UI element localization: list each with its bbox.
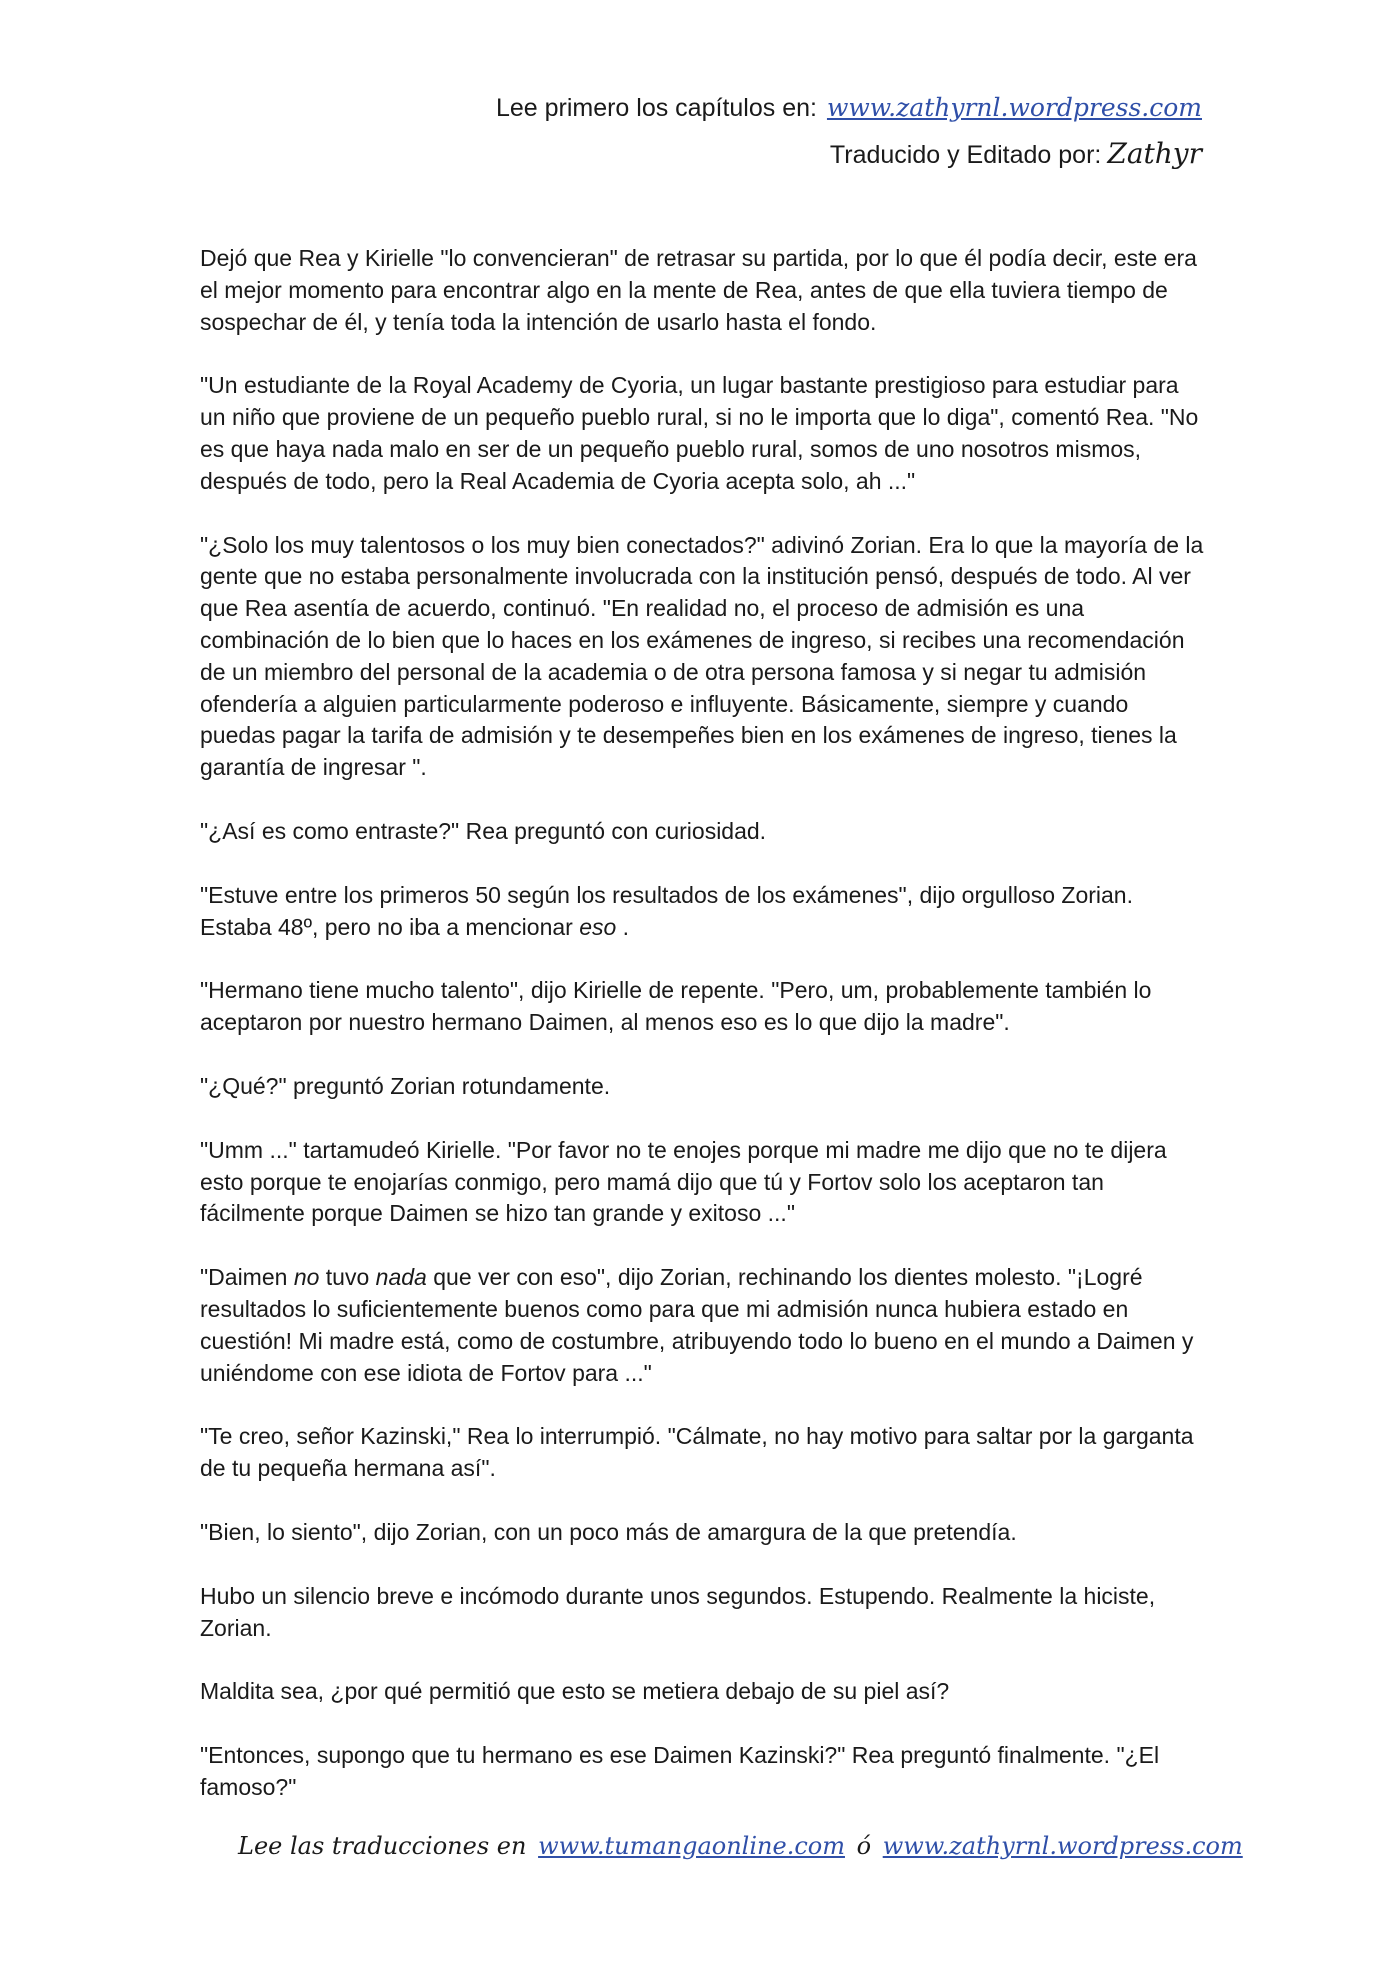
footer-link-tumangaonline[interactable]: www.tumangaonline.com <box>538 1832 845 1860</box>
paragraph-text: "Bien, lo siento", dijo Zorian, con un poco más de amargura de la que pretendía. <box>200 1518 1017 1545</box>
paragraph-text: "Te creo, señor Kazinski," Rea lo interrumpió. "Cálmate, no hay motivo para saltar por la garganta de tu pequeña hermana así". <box>200 1423 1194 1482</box>
paragraph-text: "Un estudiante de la Royal Academy de Cyoria, un lugar bastante prestigioso para estudiar para un niño que proviene de un pequeño pueblo rural, si no le importa que lo diga", comentó Rea. "No es que haya nada malo en ser de un pequeño pueblo rural, somos de uno nosotros mismos, después de todo, pero la Real Academia de Cyoria acepta solo, ah ..." <box>200 372 1199 494</box>
read-first-label: Lee primero los capítulos en: <box>495 94 817 122</box>
paragraph-text: Dejó que Rea y Kirielle "lo convencieran" de retrasar su partida, por lo que él podía decir, este era el mejor momento para encontrar algo en la mente de Rea, antes de que ella tuviera tiempo de sospechar de él, y tenía toda la intención de usarlo hasta el fondo. <box>200 245 1197 335</box>
paragraph-text: tuvo <box>319 1264 376 1291</box>
paragraph-text: "¿Qué?" preguntó Zorian rotundamente. <box>200 1072 611 1099</box>
paragraph <box>200 816 1205 848</box>
paragraph <box>200 1581 1205 1645</box>
paragraph <box>200 975 1205 1039</box>
read-first-line <box>496 88 1202 128</box>
credit-line <box>496 134 1202 175</box>
paragraph-text: "Hermano tiene mucho talento", dijo Kirielle de repente. "Pero, um, probablemente también lo aceptaron por nuestro hermano Daimen, al menos eso es lo que dijo la madre". <box>200 977 1152 1036</box>
paragraph <box>200 243 1205 338</box>
paragraph <box>200 370 1205 497</box>
page-header <box>496 88 1202 175</box>
read-first-link[interactable]: www.zathyrnl.wordpress.com <box>826 93 1202 122</box>
footer-link-zathyrnl[interactable]: www.zathyrnl.wordpress.com <box>882 1832 1243 1860</box>
paragraph-text: "¿Así es como entraste?" Rea preguntó con curiosidad. <box>200 817 767 844</box>
paragraph <box>200 1262 1205 1389</box>
emphasis-text: no <box>293 1264 320 1291</box>
paragraph-text: "Entonces, supongo que tu hermano es ese Daimen Kazinski?" Rea preguntó finalmente. "¿El famoso?" <box>200 1742 1160 1800</box>
paragraph-text: . <box>616 913 630 940</box>
translator-name: Zathyr <box>1107 137 1202 170</box>
credit-label: Traducido y Editado por: <box>829 141 1102 169</box>
paragraph-text: Maldita sea, ¿por qué permitió que esto se metiera debajo de su piel así? <box>200 1678 950 1705</box>
paragraph <box>200 1676 1205 1708</box>
paragraph-text: "Estuve entre los primeros 50 según los resultados de los exámenes", dijo orgulloso Zorian. Estaba 48º, pero no iba a mencionar <box>200 881 1133 940</box>
footer-prefix: Lee las traducciones en <box>238 1832 527 1860</box>
emphasis-text: eso <box>579 913 617 940</box>
paragraph <box>200 1421 1205 1485</box>
footer-separator: ó <box>856 1832 872 1860</box>
paragraph-text: "Umm ..." tartamudeó Kirielle. "Por favor no te enojes porque mi madre me dijo que no te dijera esto porque te enojarías conmigo, pero mamá dijo que tú y Fortov solo los aceptaron tan fácilmente porque Daimen se hizo tan grande y exitoso ..." <box>200 1136 1167 1227</box>
paragraph-text: que ver con eso", dijo Zorian, rechinando los dientes molesto. "¡Logré resultados lo suficientemente buenos como para que mi admisión nunca hubiera estado en cuestión! Mi madre está, como de costumbre, atribuyendo todo lo bueno en el mundo a Daimen y uniéndome con ese idiota de Fortov para ..." <box>200 1264 1194 1386</box>
paragraph-text: Hubo un silencio breve e incómodo durante unos segundos. Estupendo. Realmente la hiciste, Zorian. <box>200 1582 1156 1641</box>
paragraph <box>200 1071 1205 1103</box>
paragraph <box>200 880 1205 944</box>
paragraph <box>200 1517 1205 1549</box>
emphasis-text: nada <box>375 1264 427 1291</box>
paragraph-text: "Daimen <box>200 1264 294 1291</box>
page-footer <box>238 1828 1243 1864</box>
paragraph-text: "¿Solo los muy talentosos o los muy bien conectados?" adivinó Zorian. Era lo que la mayoría de la gente que no estaba personalmente involucrada con la institución pensó, después de todo. Al ver que Rea asentía de acuerdo, continuó. "En realidad no, el proceso de admisión es una combinación de lo bien que lo haces en los exámenes de ingreso, si recibes una recomendación de un miembro del personal de la academia o de otra persona famosa y si negar tu admisión ofendería a alguien particularmente poderoso e influyente. Básicamente, siempre y cuando puedas pagar la tarifa de admisión y te desempeñes bien en los exámenes de ingreso, tienes la garantía de ingresar ". <box>200 531 1204 781</box>
paragraph <box>200 530 1205 784</box>
chapter-body <box>200 243 1205 1836</box>
paragraph <box>200 1740 1205 1804</box>
paragraph <box>200 1135 1205 1230</box>
